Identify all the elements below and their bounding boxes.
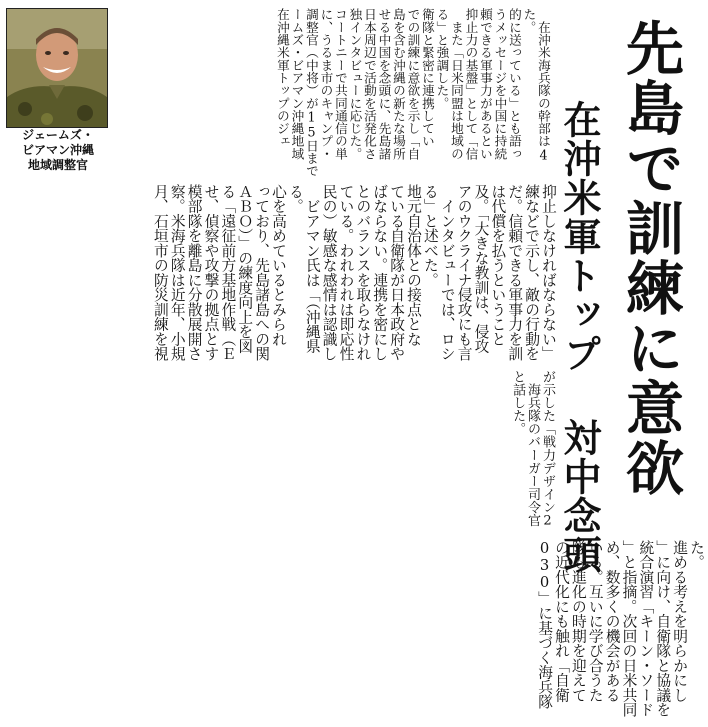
text-line: め、数多くの機会がある [603, 540, 621, 703]
text-line: 抑止しなければならない」 [540, 184, 557, 361]
text-line: 隊も進化の時期を迎えて [569, 540, 587, 703]
text-line: 察。米海兵隊は近年、小規 [168, 184, 186, 361]
text-line: 衛隊と緊密に連携してい [420, 8, 435, 148]
text-line: ビアマン氏は「（沖縄県 [303, 184, 321, 354]
subheadline: 在沖米軍トップ 対中念頭 [557, 100, 601, 574]
text-line: た。 [688, 540, 705, 570]
article-body-lower-right [535, 540, 704, 717]
text-line: 030」に基づく海兵隊 [536, 540, 554, 709]
text-line: 抑止力の基盤」として「信 [463, 8, 479, 160]
text-line: 調整官（中将）が15日まで [304, 8, 319, 178]
text-line: 民の）敏感な感情は認識し [320, 184, 338, 361]
article-body-lower-left [151, 184, 556, 361]
text-line: 在沖縄米軍トップのジェ [275, 8, 290, 148]
caption-line: ビアマン沖縄 [21, 143, 94, 157]
text-line: うメッセージを中国に持続 [492, 8, 508, 160]
text-line: ている。われわれは即応性 [337, 184, 355, 361]
text-line: ームズ・ビアマン沖縄地域 [289, 8, 305, 160]
headline: 先島で訓練に意欲 [616, 18, 684, 498]
text-line: また「日米同盟は地域の [449, 8, 464, 160]
text-line: せ、偵察や攻撃の拠点とす [202, 184, 220, 361]
text-line: 進める考えを明らかにし [671, 540, 689, 703]
text-line: 統合演習「キーン・ソード [637, 540, 655, 717]
article-body-middle [509, 370, 554, 529]
text-line: ている自衛隊が日本政府や [388, 184, 406, 361]
text-line: 独インタビューに応じた。 [347, 8, 363, 160]
text-line: 心を高めているとみられ [270, 184, 287, 347]
person-photo-icon [7, 9, 107, 127]
text-line: に、うるま市のキャンプ・ [318, 8, 334, 160]
text-line: 頼できる軍事力があるとい [478, 8, 493, 160]
text-line: 練などで示し、敵の行動を [523, 184, 541, 361]
portrait-photo [6, 8, 108, 128]
text-line: ＡＢＯ）」の練度向上を図 [236, 184, 254, 354]
text-line: 及。「大きな教訓は、侵攻 [472, 184, 490, 354]
text-line: る「遠征前方基地作戦（Ｅ [219, 184, 237, 361]
text-line: せる中国を念頭に、先島諸 [376, 8, 392, 160]
text-line: 海兵隊のバーガー司令官 [525, 370, 541, 527]
text-line: アのウクライナ侵攻にも言 [455, 184, 473, 361]
text-line: 月、石垣市の防災訓練を視 [151, 184, 169, 361]
article-body-upper-left [275, 8, 551, 177]
text-line: た。 [521, 8, 537, 34]
text-line: とのバランスを取らなけれ [354, 184, 372, 361]
text-line: る」と強調した。 [434, 8, 450, 110]
text-line: は代償を払うということ [489, 184, 507, 347]
text-line: での訓練に意欲を示し「自 [405, 8, 421, 160]
text-line: 」と指摘。次回の日米共同 [620, 540, 638, 717]
text-line: が示した「戦力デザイン2 [540, 370, 555, 529]
caption-line: ジェームズ・ [22, 128, 94, 142]
text-line: コートニーで共同通信の単 [333, 8, 348, 160]
text-line: いる。互いに学び合うた [586, 540, 604, 703]
caption-line: 地域調整官 [27, 158, 88, 172]
text-line: っており、先島諸島への関 [253, 184, 271, 361]
text-line: 」に向け、自衛隊と協議を [654, 540, 672, 717]
text-line: 地元自治体との接点とな [405, 184, 422, 347]
text-line: 日本周辺で活動を活発化さ [362, 8, 377, 160]
text-line: インタビューでは、ロシ [438, 184, 456, 361]
text-line: 的に送っている」とも語っ [507, 8, 522, 160]
text-line: 模部隊を離島に分散展開さ [185, 184, 203, 361]
text-line: だ。信頼できる軍事力を訓 [506, 184, 524, 361]
text-line: る。 [286, 184, 304, 214]
text-line: の近代化にも触れ「自衛 [553, 540, 570, 703]
text-line: 島を含む沖縄の新たな場所 [391, 8, 406, 160]
photo-caption [6, 128, 110, 173]
text-line: 在沖米海兵隊の幹部は4 [536, 8, 551, 163]
text-line: と話した。 [510, 370, 526, 436]
text-line: る」と述べた。 [421, 184, 439, 288]
text-line: ばならない。連携を密にし [371, 184, 389, 361]
